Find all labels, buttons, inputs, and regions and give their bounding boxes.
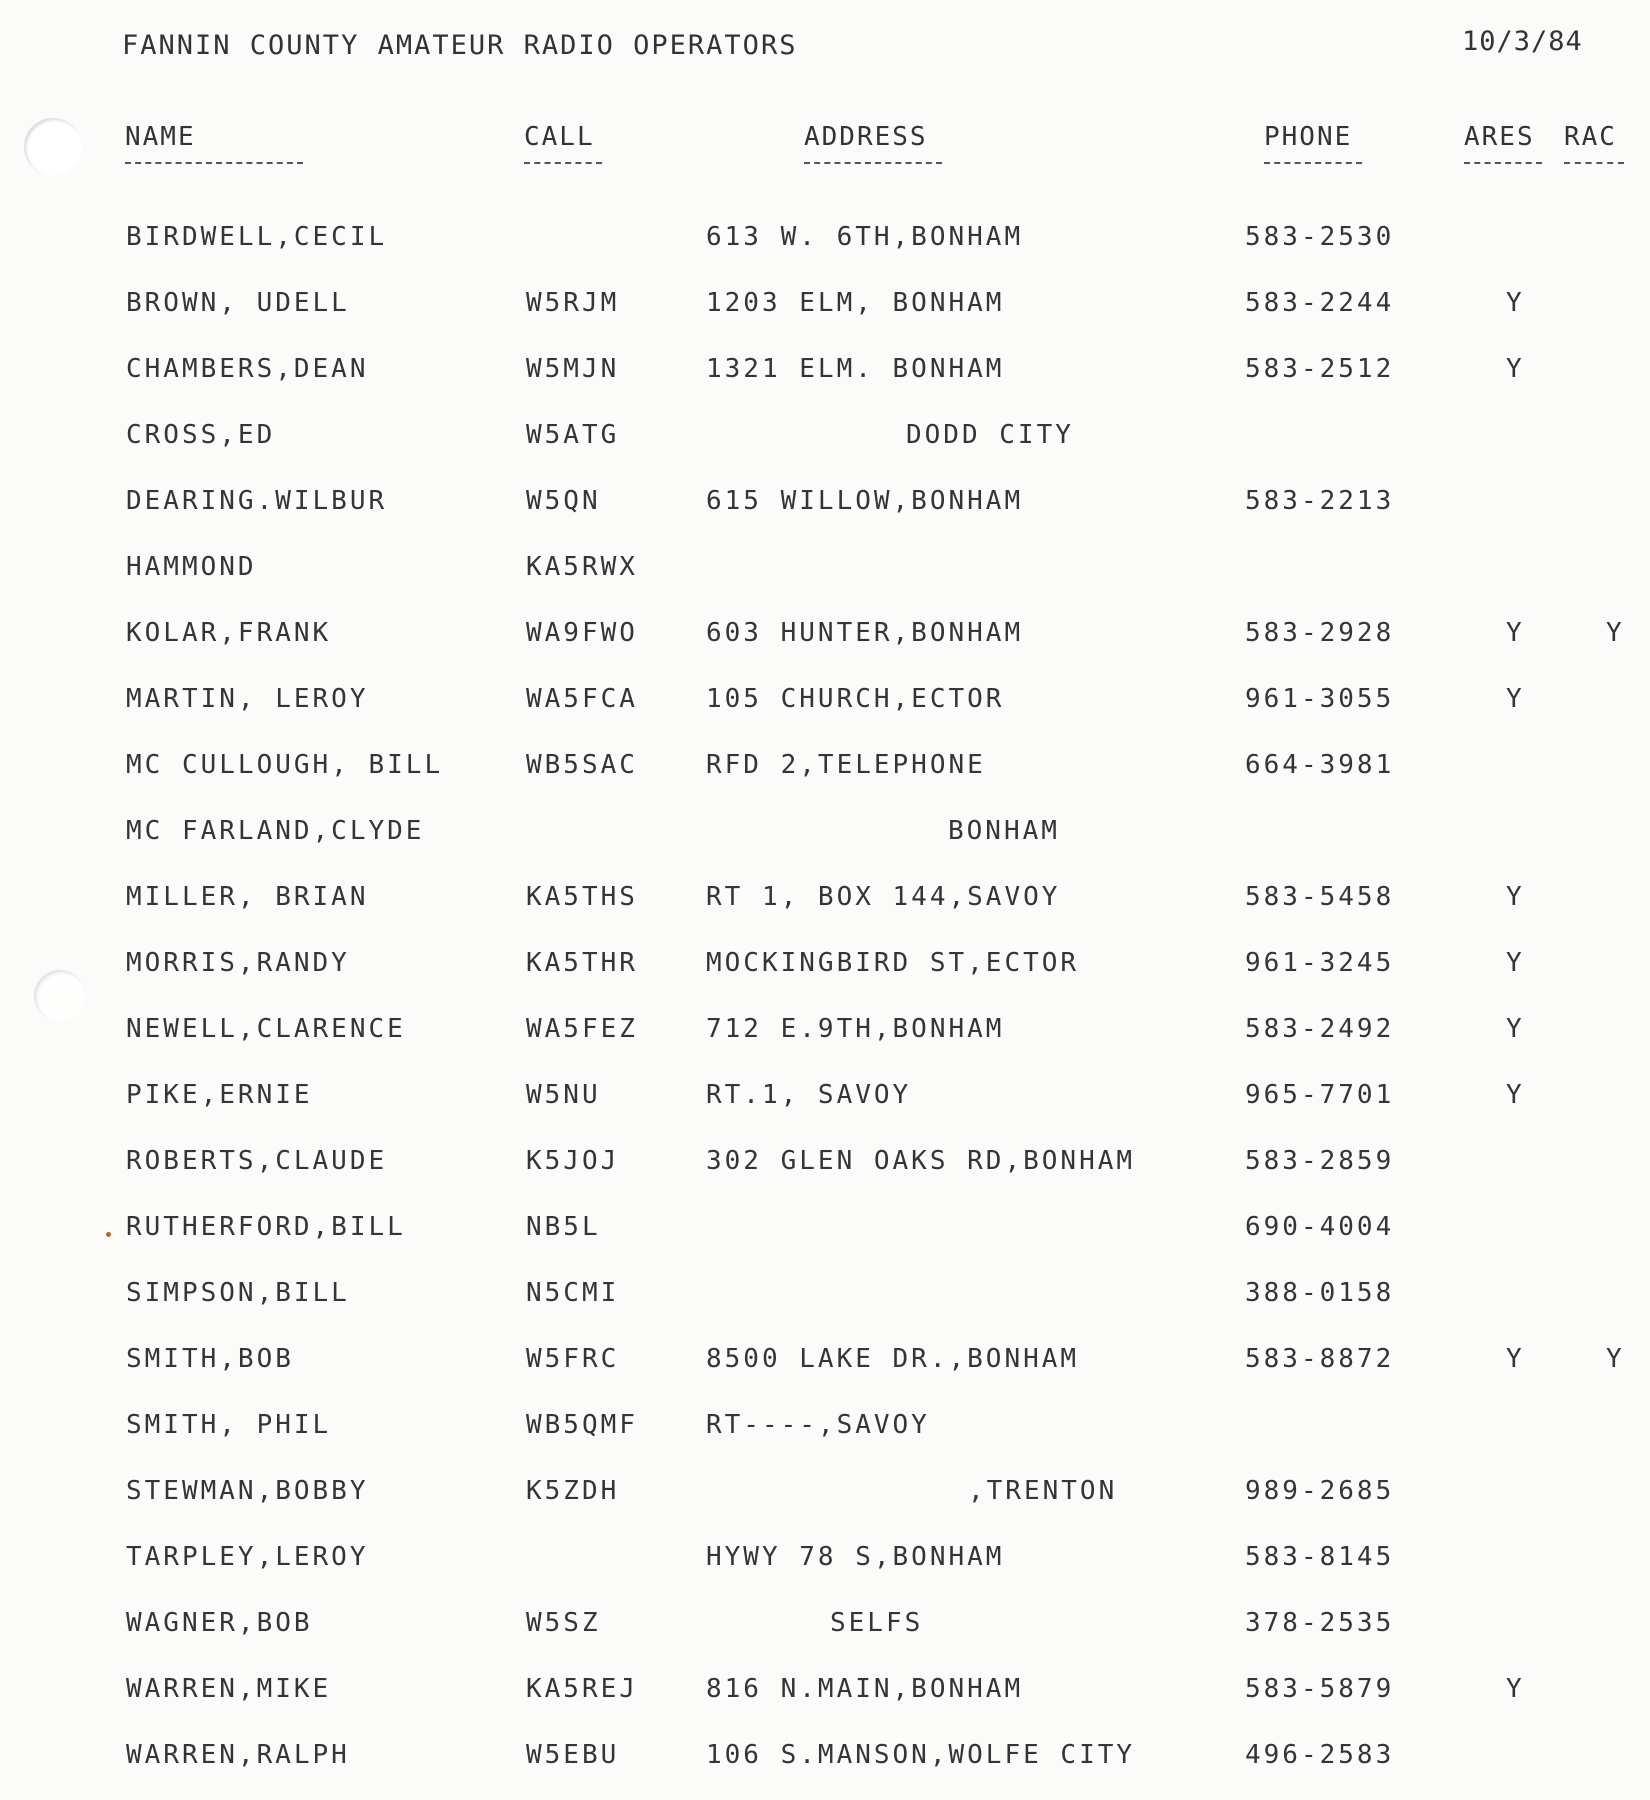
cell-phone: 583-8872 — [1245, 1344, 1395, 1374]
cell-name: MILLER, BRIAN — [126, 882, 369, 912]
cell-name: SMITH, PHIL — [126, 1410, 332, 1440]
table-row — [0, 1344, 1650, 1384]
cell-call: K5JOJ — [526, 1146, 620, 1176]
cell-address: 613 W. 6TH,BONHAM — [706, 222, 1024, 252]
cell-call: W5ATG — [526, 420, 620, 450]
cell-call: WB5QMF — [526, 1410, 638, 1440]
cell-address: 712 E.9TH,BONHAM — [706, 1014, 1005, 1044]
table-row — [0, 486, 1650, 526]
cell-phone: 583-8145 — [1245, 1542, 1395, 1572]
table-row — [0, 288, 1650, 328]
cell-name: TARPLEY,LEROY — [126, 1542, 369, 1572]
cell-call: W5NU — [526, 1080, 601, 1110]
cell-phone: 583-5458 — [1245, 882, 1395, 912]
cell-name: SIMPSON,BILL — [126, 1278, 350, 1308]
cell-name: ROBERTS,CLAUDE — [126, 1146, 388, 1176]
cell-call: WB5SAC — [526, 750, 638, 780]
cell-phone: 961-3245 — [1245, 948, 1395, 978]
table-row — [0, 750, 1650, 790]
table-row — [0, 222, 1650, 262]
cell-call: W5EBU — [526, 1740, 620, 1770]
table-row — [0, 552, 1650, 592]
cell-address: RT.1, SAVOY — [706, 1080, 912, 1110]
cell-address: SELFS — [830, 1608, 924, 1638]
table-row — [0, 618, 1650, 658]
cell-address: RT----,SAVOY — [706, 1410, 930, 1440]
cell-name: WARREN,RALPH — [126, 1740, 350, 1770]
cell-call: KA5RWX — [526, 552, 638, 582]
cell-call: KA5THR — [526, 948, 638, 978]
cell-phone: 388-0158 — [1245, 1278, 1395, 1308]
cell-phone: 989-2685 — [1245, 1476, 1395, 1506]
cell-phone: 378-2535 — [1245, 1608, 1395, 1638]
cell-address: RFD 2,TELEPHONE — [706, 750, 986, 780]
cell-call: W5QN — [526, 486, 601, 516]
cell-phone: 583-2244 — [1245, 288, 1395, 318]
table-row — [0, 420, 1650, 460]
cell-name: SMITH,BOB — [126, 1344, 294, 1374]
cell-address: 105 CHURCH,ECTOR — [706, 684, 1005, 714]
cell-name: STEWMAN,BOBBY — [126, 1476, 369, 1506]
cell-ares: Y — [1506, 1674, 1525, 1704]
cell-call: W5FRC — [526, 1344, 620, 1374]
table-row — [0, 1542, 1650, 1582]
table-row — [0, 1278, 1650, 1318]
table-row — [0, 816, 1650, 856]
cell-call: NB5L — [526, 1212, 601, 1242]
cell-ares: Y — [1506, 684, 1525, 714]
cell-phone: 583-5879 — [1245, 1674, 1395, 1704]
table-row — [0, 1740, 1650, 1780]
cell-address: 1321 ELM. BONHAM — [706, 354, 1005, 384]
column-header-phone: PHONE — [1264, 122, 1362, 164]
cell-call: N5CMI — [526, 1278, 620, 1308]
table-row — [0, 684, 1650, 724]
cell-name: PIKE,ERNIE — [126, 1080, 313, 1110]
cell-call: K5ZDH — [526, 1476, 620, 1506]
cell-address: MOCKINGBIRD ST,ECTOR — [706, 948, 1080, 978]
table-row — [0, 882, 1650, 922]
cell-call: WA5FCA — [526, 684, 638, 714]
cell-address: HYWY 78 S,BONHAM — [706, 1542, 1005, 1572]
cell-name: NEWELL,CLARENCE — [126, 1014, 406, 1044]
cell-name: CHAMBERS,DEAN — [126, 354, 369, 384]
cell-ares: Y — [1506, 1014, 1525, 1044]
cell-name: MARTIN, LEROY — [126, 684, 369, 714]
cell-phone: 583-2859 — [1245, 1146, 1395, 1176]
cell-rac: Y — [1606, 618, 1625, 648]
document-date: 10/3/84 — [1462, 26, 1583, 57]
cell-name: BIRDWELL,CECIL — [126, 222, 388, 252]
cell-address: 603 HUNTER,BONHAM — [706, 618, 1024, 648]
cell-call: KA5THS — [526, 882, 638, 912]
cell-phone: 583-2213 — [1245, 486, 1395, 516]
cell-phone: 583-2530 — [1245, 222, 1395, 252]
cell-name: HAMMOND — [126, 552, 257, 582]
column-header-ares: ARES — [1464, 122, 1542, 164]
cell-call: WA9FWO — [526, 618, 638, 648]
cell-call: KA5REJ — [526, 1674, 638, 1704]
cell-phone: 961-3055 — [1245, 684, 1395, 714]
cell-phone: 965-7701 — [1245, 1080, 1395, 1110]
column-header-address: ADDRESS — [804, 122, 942, 164]
table-row — [0, 948, 1650, 988]
cell-name: RUTHERFORD,BILL — [126, 1212, 406, 1242]
cell-address: 8500 LAKE DR.,BONHAM — [706, 1344, 1080, 1374]
cell-name: DEARING.WILBUR — [126, 486, 388, 516]
cell-name: KOLAR,FRANK — [126, 618, 332, 648]
table-row — [0, 354, 1650, 394]
table-row — [0, 1080, 1650, 1120]
cell-phone: 690-4004 — [1245, 1212, 1395, 1242]
cell-address: ,TRENTON — [968, 1476, 1118, 1506]
cell-name: MORRIS,RANDY — [126, 948, 350, 978]
table-row — [0, 1476, 1650, 1516]
cell-address: 1203 ELM, BONHAM — [706, 288, 1005, 318]
cell-name: MC FARLAND,CLYDE — [126, 816, 425, 846]
cell-name: WARREN,MIKE — [126, 1674, 332, 1704]
cell-name: WAGNER,BOB — [126, 1608, 313, 1638]
cell-address: 302 GLEN OAKS RD,BONHAM — [706, 1146, 1136, 1176]
column-header-rac: RAC — [1564, 122, 1624, 164]
cell-call: W5MJN — [526, 354, 620, 384]
cell-ares: Y — [1506, 882, 1525, 912]
cell-phone: 583-2928 — [1245, 618, 1395, 648]
cell-name: CROSS,ED — [126, 420, 276, 450]
table-row — [0, 1608, 1650, 1648]
cell-address: 106 S.MANSON,WOLFE CITY — [706, 1740, 1136, 1770]
column-header-call: CALL — [524, 122, 602, 164]
cell-name: MC CULLOUGH, BILL — [126, 750, 444, 780]
cell-phone: 664-3981 — [1245, 750, 1395, 780]
cell-ares: Y — [1506, 618, 1525, 648]
cell-phone: 583-2492 — [1245, 1014, 1395, 1044]
cell-ares: Y — [1506, 1344, 1525, 1374]
table-row — [0, 1146, 1650, 1186]
cell-phone: 496-2583 — [1245, 1740, 1395, 1770]
cell-call: W5RJM — [526, 288, 620, 318]
cell-ares: Y — [1506, 948, 1525, 978]
cell-call: WA5FEZ — [526, 1014, 638, 1044]
cell-address: 615 WILLOW,BONHAM — [706, 486, 1024, 516]
cell-phone: 583-2512 — [1245, 354, 1395, 384]
cell-address: RT 1, BOX 144,SAVOY — [706, 882, 1061, 912]
cell-ares: Y — [1506, 1080, 1525, 1110]
cell-ares: Y — [1506, 354, 1525, 384]
table-row — [0, 1674, 1650, 1714]
cell-call: W5SZ — [526, 1608, 601, 1638]
table-row — [0, 1212, 1650, 1252]
table-row — [0, 1410, 1650, 1450]
cell-address: DODD CITY — [906, 420, 1074, 450]
cell-ares: Y — [1506, 288, 1525, 318]
table-row — [0, 1014, 1650, 1054]
cell-address: BONHAM — [948, 816, 1060, 846]
cell-address: 816 N.MAIN,BONHAM — [706, 1674, 1024, 1704]
cell-rac: Y — [1606, 1344, 1625, 1374]
page-title: FANNIN COUNTY AMATEUR RADIO OPERATORS — [122, 30, 798, 61]
cell-name: BROWN, UDELL — [126, 288, 350, 318]
column-header-name: NAME — [125, 122, 303, 164]
